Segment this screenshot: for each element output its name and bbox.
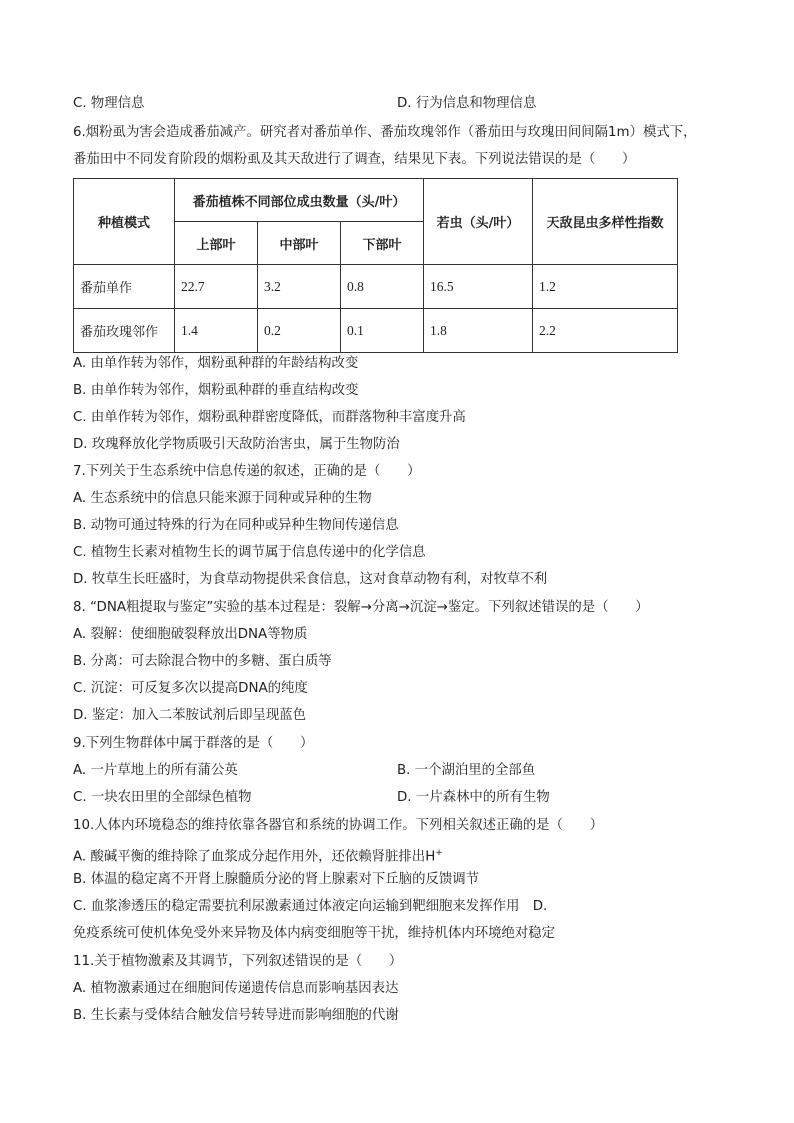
q10-stem: 10.人体内环境稳态的维持依靠各器官和系统的协调工作。下列相关叙述正确的是（ ） [73,818,604,833]
header-diversity-index: 天敌昆虫多样性指数 [533,179,678,265]
q8-option-a: A. 裂解：使细胞破裂释放出DNA等物质 [73,627,308,642]
q8-stem: 8. “DNA粗提取与鉴定”实验的基本过程是：裂解→分离→沉淀→鉴定。下列叙述错误的是（ ） [73,600,649,615]
q11-stem: 11.关于植物激素及其调节，下列叙述错误的是（ ） [73,954,403,969]
header-middle-leaf: 中部叶 [258,222,341,265]
cell-middle: 3.2 [258,265,341,309]
cell-diversity: 1.2 [533,265,678,309]
cell-middle: 0.2 [258,309,341,353]
q9-option-a: A. 一片草地上的所有蒲公英 [73,763,238,778]
q10-option-b: B. 体温的稳定离不开肾上腺髓质分泌的肾上腺素对下丘脑的反馈调节 [73,872,480,887]
q9-option-d: D. 一片森林中的所有生物 [397,790,550,805]
q6-option-c: C. 由单作转为邻作，烟粉虱种群密度降低，而群落物种丰富度升高 [73,410,466,425]
cell-lower: 0.8 [341,265,424,309]
cell-diversity: 2.2 [533,309,678,353]
header-adult-count-group: 番茄植株不同部位成虫数量（头/叶） [175,179,424,222]
q10-option-a-superscript: + [435,848,443,858]
q9-stem: 9.下列生物群体中属于群落的是（ ） [73,736,314,751]
q5-option-c: C. 物理信息 [73,96,145,111]
q6-data-table [73,178,678,353]
cell-lower: 0.1 [341,309,424,353]
q7-option-b: B. 动物可通过特殊的行为在同种或异种生物间传递信息 [73,518,399,533]
q11-option-a: A. 植物激素通过在细胞间传递遗传信息而影响基因表达 [73,981,399,996]
cell-upper: 1.4 [175,309,258,353]
header-nymph: 若虫（头/叶） [424,179,533,265]
cell-nymph: 1.8 [424,309,533,353]
q6-stem-line2: 番茄田中不同发育阶段的烟粉虱及其天敌进行了调查，结果见下表。下列说法错误的是（ ） [73,152,636,167]
table-row [74,265,678,309]
table-row [74,309,678,353]
q7-stem: 7.下列关于生态系统中信息传递的叙述，正确的是（ ） [73,464,421,479]
q8-option-b: B. 分离：可去除混合物中的多糖、蛋白质等 [73,654,332,669]
cell-mode: 番茄单作 [74,265,175,309]
q7-option-a: A. 生态系统中的信息只能来源于同种或异种的生物 [73,491,372,506]
q7-option-d: D. 牧草生长旺盛时，为食草动物提供采食信息，这对食草动物有利，对牧草不利 [73,572,548,587]
q9-option-b: B. 一个湖泊里的全部鱼 [397,763,536,778]
header-lower-leaf: 下部叶 [341,222,424,265]
q6-stem-line1: 6.烟粉虱为害会造成番茄减产。研究者对番茄单作、番茄玫瑰邻作（番茄田与玫瑰田间间隔1m）模式下， [73,125,697,140]
q11-option-b: B. 生长素与受体结合触发信号转导进而影响细胞的代谢 [73,1008,399,1023]
q10-option-c: C. 血浆渗透压的稳定需要抗利尿激素通过体液定向运输到靶细胞来发挥作用 D. [73,899,548,914]
q10-option-a-text: A. 酸碱平衡的维持除了血浆成分起作用外，还依赖肾脏排出H [73,849,436,865]
cell-upper: 22.7 [175,265,258,309]
q10-option-a [73,844,443,866]
q6-option-b: B. 由单作转为邻作，烟粉虱种群的垂直结构改变 [73,383,359,398]
q8-option-c: C. 沉淀：可反复多次以提高DNA的纯度 [73,681,308,696]
q6-option-a: A. 由单作转为邻作，烟粉虱种群的年龄结构改变 [73,356,359,371]
q6-option-d: D. 玫瑰释放化学物质吸引天敌防治害虫，属于生物防治 [73,437,400,452]
header-upper-leaf: 上部叶 [175,222,258,265]
header-planting-mode: 种植模式 [74,179,175,265]
q5-option-d: D. 行为信息和物理信息 [397,96,537,111]
q9-option-c: C. 一块农田里的全部绿色植物 [73,790,252,805]
q10-option-d-continued: 免疫系统可使机体免受外来异物及体内病变细胞等干扰，维持机体内环境绝对稳定 [73,926,556,941]
q8-option-d: D. 鉴定：加入二苯胺试剂后即呈现蓝色 [73,708,307,723]
q7-option-c: C. 植物生长素对植物生长的调节属于信息传递中的化学信息 [73,545,426,560]
cell-nymph: 16.5 [424,265,533,309]
cell-mode: 番茄玫瑰邻作 [74,309,175,353]
